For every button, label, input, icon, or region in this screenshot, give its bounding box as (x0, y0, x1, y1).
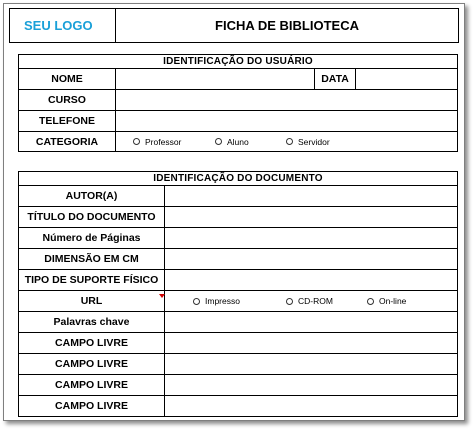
free-field-label: CAMPO LIVRE (19, 333, 165, 354)
date-field[interactable] (356, 69, 458, 90)
free-field-input[interactable] (165, 333, 458, 354)
doc-title-field[interactable] (165, 207, 458, 228)
logo: SEU LOGO (10, 9, 116, 42)
name-label: NOME (19, 69, 116, 90)
category-option-servidor[interactable] (286, 137, 330, 147)
user-section-heading: IDENTIFICAÇÃO DO USUÁRIO (19, 55, 458, 69)
radio-icon[interactable] (215, 138, 222, 145)
doc-title-label: TÍTULO DO DOCUMENTO (19, 207, 165, 228)
free-field-input[interactable] (165, 375, 458, 396)
free-field-input[interactable] (165, 354, 458, 375)
user-table (18, 54, 458, 152)
url-option-online[interactable] (367, 296, 406, 306)
radio-icon[interactable] (286, 138, 293, 145)
category-options (116, 132, 458, 152)
radio-icon[interactable] (133, 138, 140, 145)
category-option-label: Aluno (227, 136, 249, 147)
keywords-field[interactable] (165, 312, 458, 333)
course-field[interactable] (116, 90, 458, 111)
radio-icon[interactable] (286, 298, 293, 305)
comment-marker-icon (159, 294, 165, 298)
url-options (165, 291, 458, 312)
form-header (9, 8, 459, 43)
document-section-heading: IDENTIFICAÇÃO DO DOCUMENTO (19, 172, 458, 186)
url-option-label: On-line (379, 296, 407, 306)
url-option-impresso[interactable] (193, 296, 286, 306)
free-field-label: CAMPO LIVRE (19, 396, 165, 417)
phone-label: TELEFONE (19, 111, 116, 132)
form-title: FICHA DE BIBLIOTECA (215, 18, 359, 33)
category-label: CATEGORIA (19, 132, 116, 152)
url-label: URL (19, 291, 165, 312)
url-option-label: Impresso (205, 296, 240, 306)
radio-icon[interactable] (367, 298, 374, 305)
course-label: CURSO (19, 90, 116, 111)
free-field-label: CAMPO LIVRE (19, 354, 165, 375)
keywords-label: Palavras chave (19, 312, 165, 333)
pages-label: Número de Páginas (19, 228, 165, 249)
category-option-professor[interactable] (133, 137, 215, 147)
pages-field[interactable] (165, 228, 458, 249)
author-field[interactable] (165, 186, 458, 207)
support-label: TIPO DE SUPORTE FÍSICO (19, 270, 165, 291)
dimension-label: DIMENSÃO EM CM (19, 249, 165, 270)
author-label: AUTOR(A) (19, 186, 165, 207)
support-field[interactable] (165, 270, 458, 291)
name-field[interactable] (116, 69, 315, 90)
document-table (18, 171, 458, 417)
category-option-label: Professor (145, 136, 182, 147)
category-option-aluno[interactable] (215, 137, 286, 147)
category-option-label: Servidor (298, 136, 330, 147)
free-field-input[interactable] (165, 396, 458, 417)
phone-field[interactable] (116, 111, 458, 132)
free-field-label: CAMPO LIVRE (19, 375, 165, 396)
url-option-cd-rom[interactable] (286, 296, 367, 306)
dimension-field[interactable] (165, 249, 458, 270)
date-label: DATA (315, 69, 356, 90)
url-option-label: CD-ROM (298, 296, 333, 306)
radio-icon[interactable] (193, 298, 200, 305)
